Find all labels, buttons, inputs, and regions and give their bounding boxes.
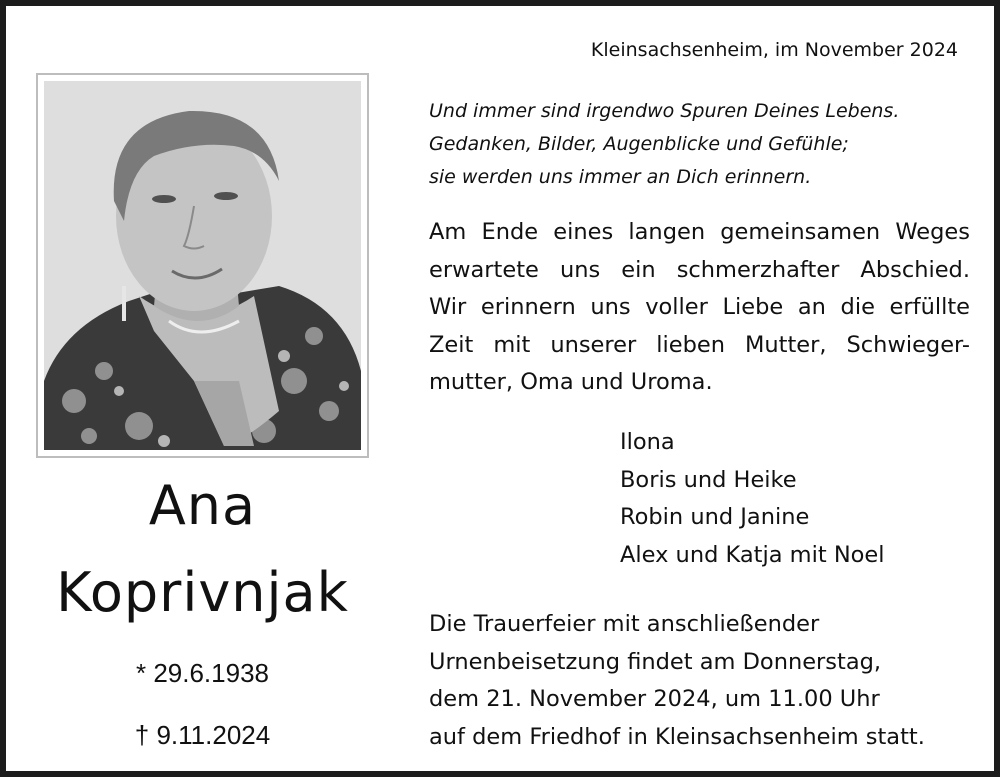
- funeral-details: [429, 606, 974, 756]
- message-line: Wir erinnern uns voller Liebe an die erfüllte: [429, 294, 970, 320]
- death-date: † 9.11.2024: [134, 720, 271, 750]
- last-name: Koprivnjak: [56, 561, 349, 624]
- family-member: Ilona: [620, 429, 675, 455]
- family-member: Robin und Janine: [620, 504, 810, 530]
- message-line: mutter, Oma und Uroma.: [429, 369, 713, 395]
- farewell-message: [429, 214, 970, 402]
- funeral-line: auf dem Friedhof in Kleinsachsenheim statt.: [429, 723, 925, 750]
- message-line: Zeit mit unserer lieben Mutter, Schwieger-: [429, 331, 970, 358]
- funeral-line: Die Trauerfeier mit anschließender: [429, 611, 820, 637]
- message-line: Am Ende eines langen gemeinsamen Weges: [429, 219, 970, 245]
- family-member: Alex und Katja mit Noel: [620, 541, 885, 568]
- message-line: erwartete uns ein schmerzhafter Abschied.: [429, 256, 970, 283]
- place-and-date: Kleinsachsenheim, im November 2024: [590, 39, 958, 61]
- poem-line: Gedanken, Bilder, Augenblicke und Gefühle;: [429, 133, 849, 155]
- birth-date: * 29.6.1938: [135, 658, 269, 688]
- family-signatures: [620, 424, 885, 574]
- poem-line: sie werden uns immer an Dich erinnern.: [429, 166, 812, 188]
- portrait-photo: [44, 81, 361, 450]
- memorial-poem: [429, 95, 969, 194]
- funeral-line: dem 21. November 2024, um 11.00 Uhr: [429, 686, 880, 712]
- funeral-line: Urnenbeisetzung findet am Donnerstag,: [429, 648, 882, 675]
- family-member: Boris und Heike: [620, 466, 797, 493]
- first-name: Ana: [148, 474, 257, 537]
- portrait-frame: [36, 73, 369, 458]
- poem-line: Und immer sind irgendwo Spuren Deines Lebens.: [429, 100, 900, 122]
